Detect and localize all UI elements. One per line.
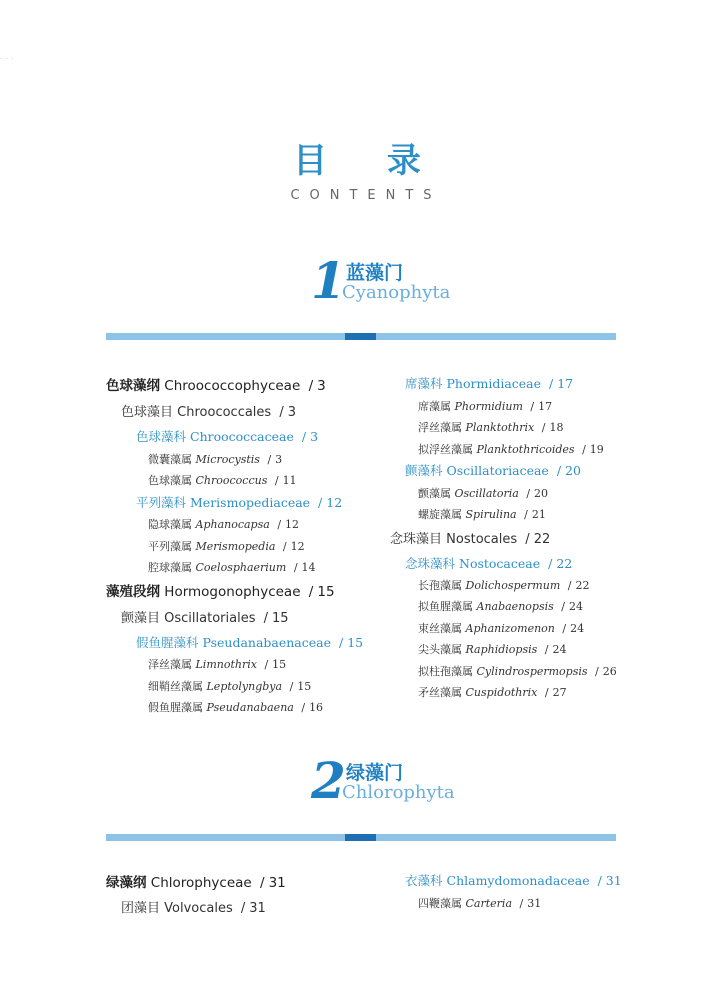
toc-entry-level-4[interactable]	[418, 577, 589, 593]
entry-name-en: Leptolyngbya	[206, 680, 283, 693]
page-separator: /	[544, 686, 549, 699]
entry-name-cn: 浮丝藻属	[418, 421, 462, 434]
toc-entry-level-4[interactable]	[418, 506, 546, 522]
entry-name-cn: 平列藻属	[148, 540, 192, 553]
phylum-name-cn: 绿藻门	[346, 762, 404, 784]
page-separator: /	[338, 635, 344, 650]
entry-page-number: 18	[549, 421, 564, 434]
entry-name-en: Chlamydomonadaceae	[446, 873, 590, 888]
entry-name-en: Oscillatoriales	[164, 611, 256, 626]
toc-entry-level-4[interactable]	[148, 678, 311, 694]
entry-page-number: 24	[570, 622, 585, 635]
page-separator: /	[301, 429, 307, 444]
entry-name-en: Pseudanabaenaceae	[202, 635, 331, 650]
toc-entry-level-4[interactable]	[418, 895, 541, 911]
entry-name-cn: 拟鱼腥藻属	[418, 600, 473, 613]
entry-name-cn: 团藻目	[121, 901, 161, 916]
toc-entry-level-1[interactable]	[106, 871, 286, 891]
entry-name-cn: 藻殖段纲	[106, 584, 160, 600]
phylum-number: 1	[311, 251, 346, 310]
entry-page-number: 27	[552, 686, 567, 699]
page-separator: /	[260, 875, 265, 891]
entry-name-en: Raphidiopsis	[465, 643, 538, 656]
entry-page-number: 15	[347, 635, 364, 650]
entry-name-en: Pseudanabaena	[206, 701, 294, 714]
entry-name-cn: 颤藻属	[418, 487, 451, 500]
entry-name-en: Planktothricoides	[476, 443, 575, 456]
toc-entry-level-3[interactable]	[136, 493, 342, 511]
entry-name-en: Spirulina	[465, 508, 517, 521]
entry-name-en: Chroococcaceae	[190, 429, 294, 444]
entry-page-number: 12	[290, 540, 305, 553]
entry-name-cn: 尖头藻属	[418, 643, 462, 656]
entry-name-cn: 席藻科	[405, 376, 443, 391]
page-separator: /	[263, 611, 268, 626]
entry-page-number: 15	[272, 611, 289, 626]
entry-name-cn: 微囊藻属	[148, 453, 192, 466]
entry-page-number: 21	[531, 508, 546, 521]
entry-name-en: Anabaenopsis	[476, 600, 554, 613]
entry-name-cn: 平列藻科	[136, 495, 187, 510]
entry-name-en: Chroococcophyceae	[164, 378, 301, 394]
page-separator: /	[556, 463, 562, 478]
toc-entry-level-4[interactable]	[148, 559, 316, 575]
entry-name-cn: 束丝藻属	[418, 622, 462, 635]
page-separator: /	[524, 508, 528, 521]
entry-name-en: Nostocaceae	[459, 556, 541, 571]
page-separator: /	[561, 600, 565, 613]
entry-name-cn: 细鞘丝藻属	[148, 680, 203, 693]
entry-page-number: 15	[272, 658, 287, 671]
toc-entry-level-4[interactable]	[418, 419, 563, 435]
phylum-name-cn: 蓝藻门	[346, 262, 404, 284]
toc-entry-level-4[interactable]	[418, 684, 567, 700]
page-separator: /	[318, 495, 323, 510]
toc-entry-level-3[interactable]	[405, 374, 573, 392]
page-separator: /	[567, 579, 572, 592]
toc-entry-level-4[interactable]	[418, 598, 583, 614]
entry-name-en: Carteria	[465, 897, 512, 910]
toc-entry-level-4[interactable]	[148, 516, 299, 532]
entry-page-number: 17	[538, 400, 553, 413]
entry-page-number: 24	[568, 600, 583, 613]
page-separator: /	[519, 897, 524, 910]
entry-name-cn: 念珠藻目	[390, 532, 443, 547]
entry-name-cn: 色球藻目	[121, 405, 174, 420]
entry-name-en: Oscillatoria	[454, 487, 519, 500]
entry-name-cn: 衣藻科	[405, 873, 443, 888]
entry-name-en: Merismopediaceae	[190, 495, 311, 510]
entry-name-en: Volvocales	[164, 901, 233, 916]
entry-name-en: Cylindrospermopsis	[476, 665, 588, 678]
page-separator: /	[595, 665, 599, 678]
toc-entry-level-4[interactable]	[148, 699, 323, 715]
page-separator: /	[282, 540, 287, 553]
page-separator: /	[277, 518, 282, 531]
entry-name-cn: 四鞭藻属	[418, 897, 462, 910]
toc-entry-level-3[interactable]	[405, 461, 581, 479]
entry-page-number: 19	[589, 443, 604, 456]
entry-name-en: Phormidiaceae	[446, 376, 542, 391]
section-divider-accent	[345, 834, 376, 841]
page-separator: /	[544, 643, 549, 656]
page-separator: /	[541, 421, 546, 434]
section-divider-bar	[106, 333, 616, 340]
entry-page-number: 15	[317, 584, 335, 600]
toc-entry-level-2[interactable]	[121, 401, 296, 420]
entry-page-number: 3	[310, 429, 319, 444]
page-separator: /	[525, 532, 530, 547]
section-divider-bar	[106, 834, 616, 841]
entry-page-number: 3	[317, 378, 326, 394]
toc-entry-level-4[interactable]	[418, 441, 604, 457]
entry-page-number: 12	[326, 495, 343, 510]
entry-name-en: Nostocales	[446, 532, 518, 547]
entry-name-cn: 矛丝藻属	[418, 686, 462, 699]
page-separator: /	[526, 487, 531, 500]
page-separator: /	[308, 584, 314, 600]
entry-name-en: Merismopedia	[195, 540, 276, 553]
section-divider-accent	[345, 333, 376, 340]
entry-name-en: Chroococcus	[195, 474, 268, 487]
entry-name-en: Phormidium	[454, 400, 523, 413]
entry-name-en: Aphanizomenon	[465, 622, 555, 635]
entry-page-number: 22	[575, 579, 590, 592]
toc-entry-level-4[interactable]	[418, 485, 548, 501]
toc-entry-level-4[interactable]	[148, 451, 282, 467]
entry-name-cn: 绿藻纲	[106, 875, 147, 891]
page-separator: /	[597, 873, 602, 888]
entry-name-en: Chroococcales	[177, 405, 272, 420]
entry-page-number: 20	[534, 487, 549, 500]
entry-name-en: Microcystis	[195, 453, 260, 466]
toc-entry-level-2[interactable]	[390, 528, 550, 547]
toc-entry-level-3[interactable]	[405, 554, 572, 572]
entry-name-cn: 颤藻科	[405, 463, 443, 478]
entry-name-en: Planktothrix	[465, 421, 535, 434]
page-title: 目 录	[293, 141, 445, 181]
entry-name-cn: 拟柱孢藻属	[418, 665, 473, 678]
toc-entry-level-2[interactable]	[121, 897, 266, 916]
entry-name-cn: 泽丝藻属	[148, 658, 192, 671]
entry-page-number: 3	[287, 405, 296, 420]
page-separator: /	[279, 405, 284, 420]
entry-name-cn: 念珠藻科	[405, 556, 456, 571]
entry-page-number: 31	[605, 873, 622, 888]
toc-entry-level-3[interactable]	[136, 427, 318, 445]
toc-entry-level-4[interactable]	[418, 398, 552, 414]
entry-page-number: 17	[557, 376, 574, 391]
entry-page-number: 31	[527, 897, 542, 910]
corner-mark: · · ·	[0, 56, 15, 63]
page-separator: /	[267, 453, 272, 466]
page-subtitle: CONTENTS	[290, 188, 442, 203]
toc-entry-level-3[interactable]	[136, 633, 363, 651]
entry-page-number: 20	[565, 463, 581, 478]
entry-name-cn: 色球藻属	[148, 474, 192, 487]
page-separator: /	[293, 561, 298, 574]
toc-entry-level-4[interactable]	[148, 472, 297, 488]
entry-page-number: 15	[297, 680, 312, 693]
page-separator: /	[548, 556, 553, 571]
page-separator: /	[549, 376, 554, 391]
page-separator: /	[240, 901, 246, 916]
entry-page-number: 24	[552, 643, 567, 656]
entry-name-cn: 拟浮丝藻属	[418, 443, 473, 456]
entry-name-cn: 色球藻纲	[106, 378, 160, 394]
entry-page-number: 11	[282, 474, 297, 487]
page-separator: /	[274, 474, 279, 487]
entry-name-cn: 假鱼腥藻属	[148, 701, 203, 714]
entry-page-number: 12	[285, 518, 300, 531]
entry-name-en: Cuspidothrix	[465, 686, 538, 699]
toc-entry-level-1[interactable]	[106, 374, 326, 394]
entry-name-cn: 假鱼腥藻科	[136, 635, 199, 650]
toc-entry-level-4[interactable]	[148, 656, 286, 672]
phylum-number: 2	[311, 751, 346, 810]
entry-page-number: 3	[275, 453, 283, 466]
entry-name-en: Chlorophyceae	[150, 875, 252, 891]
entry-name-en: Aphanocapsa	[195, 518, 270, 531]
entry-page-number: 16	[309, 701, 324, 714]
phylum-name-en: Chlorophyta	[342, 782, 455, 803]
entry-name-cn: 隐球藻属	[148, 518, 192, 531]
phylum-name-en: Cyanophyta	[342, 282, 451, 303]
entry-name-cn: 色球藻科	[136, 429, 187, 444]
page-separator: /	[530, 400, 535, 413]
entry-name-cn: 颤藻目	[121, 611, 161, 626]
toc-entry-level-3[interactable]	[405, 871, 622, 889]
toc-entry-level-4[interactable]	[418, 663, 617, 679]
entry-page-number: 31	[249, 901, 266, 916]
entry-name-cn: 螺旋藻属	[418, 508, 462, 521]
entry-name-cn: 长孢藻属	[418, 579, 462, 592]
entry-name-en: Oscillatoriaceae	[446, 463, 549, 478]
page-separator: /	[301, 701, 306, 714]
page-separator: /	[562, 622, 567, 635]
entry-page-number: 31	[268, 875, 286, 891]
entry-name-en: Hormogonophyceae	[164, 584, 301, 600]
entry-name-cn: 席藻属	[418, 400, 451, 413]
page-separator: /	[582, 443, 586, 456]
toc-entry-level-4[interactable]	[418, 620, 584, 636]
page-separator: /	[289, 680, 294, 693]
toc-entry-level-4[interactable]	[148, 538, 305, 554]
entry-page-number: 14	[301, 561, 316, 574]
page-separator: /	[264, 658, 269, 671]
entry-page-number: 26	[602, 665, 617, 678]
entry-page-number: 22	[556, 556, 573, 571]
entry-name-cn: 腔球藻属	[148, 561, 192, 574]
toc-entry-level-2[interactable]	[121, 607, 289, 626]
entry-name-en: Dolichospermum	[465, 579, 561, 592]
page-separator: /	[308, 378, 314, 394]
toc-entry-level-1[interactable]	[106, 580, 335, 600]
entry-name-en: Coelosphaerium	[195, 561, 287, 574]
toc-entry-level-4[interactable]	[418, 641, 567, 657]
entry-page-number: 22	[533, 532, 551, 547]
entry-name-en: Limnothrix	[195, 658, 257, 671]
